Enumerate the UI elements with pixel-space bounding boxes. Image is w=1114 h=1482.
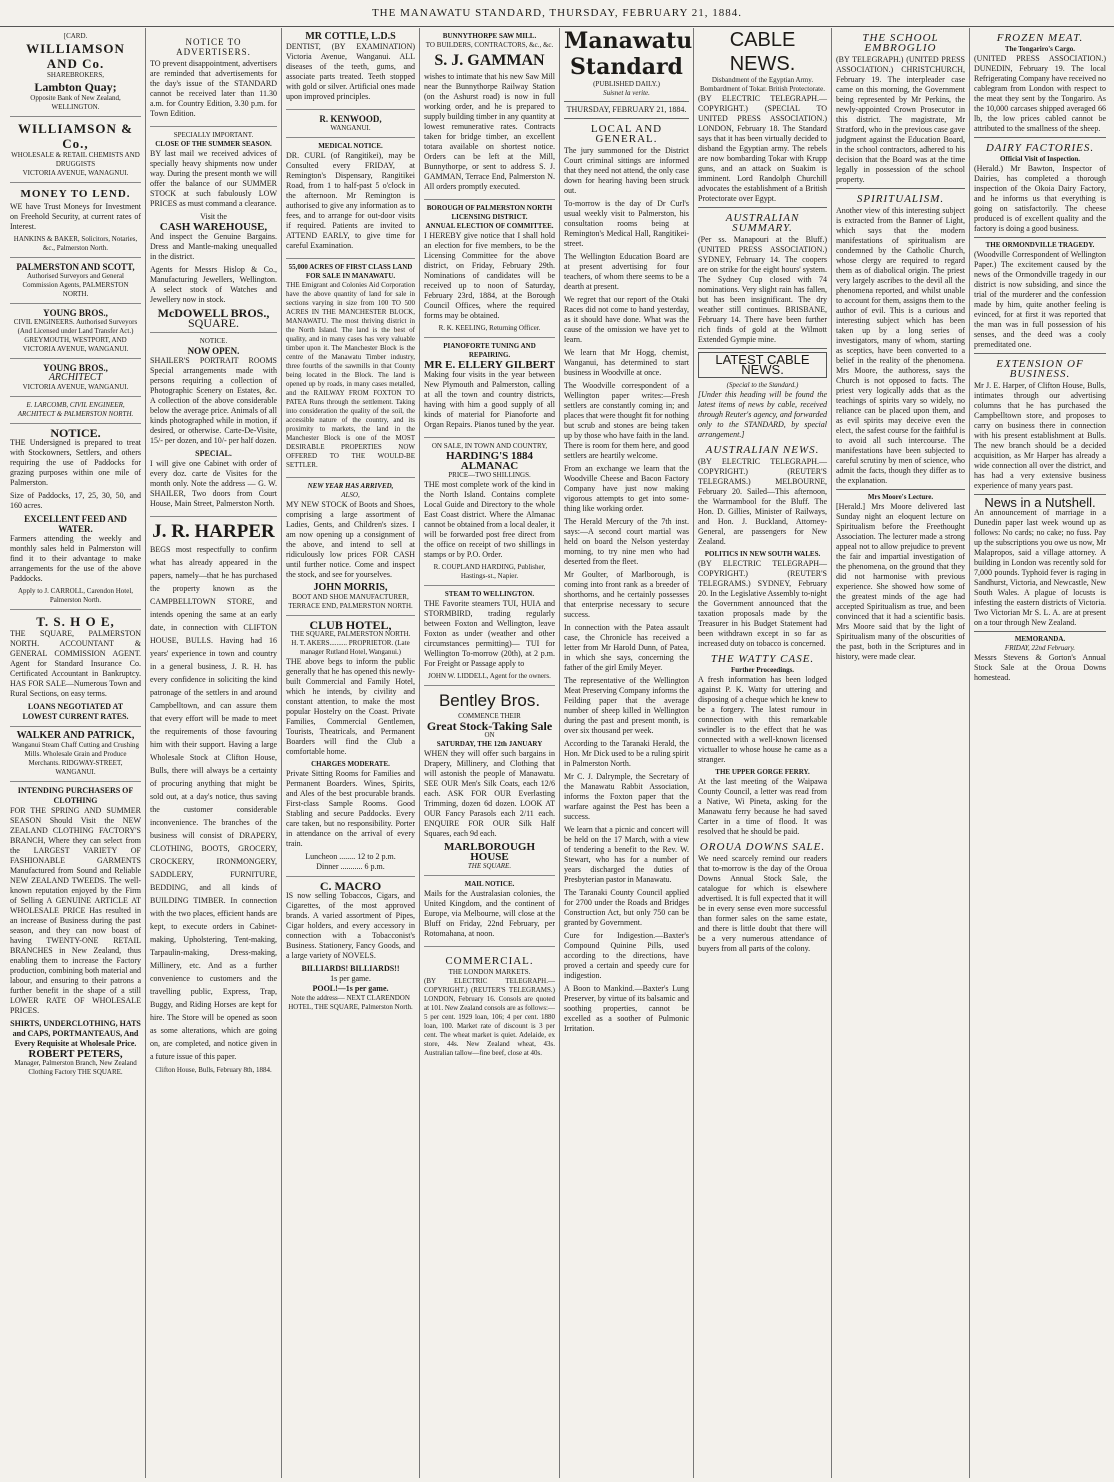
news-paragraph: Messrs Stevens & Gorton's Annual Stock Sale at the Oroua Downs homestead. xyxy=(974,653,1106,682)
ad-licensing-election xyxy=(424,200,555,338)
news-paragraph: (BY TELEGRAPH.) (UNITED PRESS ASSOCIATION.) CHRISTCHURCH, February 19. The interpleader case came on this morning, the Government being represented by Mr Perkins, the newly-appointed Crown Prosecutor in this district. The magistrate, Mr Stratford, who in the previous case gave judgment against the Education Board, in the school contractors, adhered to his decision that the Board was at the time legally in possession of the school property. xyxy=(836,55,965,184)
ad-body: Wanganui Steam Chaff Cutting and Crushing Mills. Wholesale Grain and Produce Merchants. RIDGWAY-STREET, WANGANUI. xyxy=(11,741,140,776)
ad-harding-almanac xyxy=(424,438,555,586)
news-paragraph: [Herald.] Mrs Moore delivered last Sunday night an eloquent lecture on Spiritualism before the Freethought Association. The lecturer made a strong appeal not to allow prejudice to prevent the fair and impartial investigation of the phenomena, on the ground that they did not harmonise with previous experience. She showed how some of the greatest minds of the age had accepted Spiritualism as true, and been convinced that it had a scientific basis. Mrs Moore said that by the light of Spiritualism many of the obscurities of the past, both in the Scriptures and in history, were made clear. xyxy=(836,502,965,661)
issue-date: THURSDAY, FEBRUARY 21, 1884. xyxy=(566,105,687,114)
ad-shirts: SHIRTS, UNDERCLOTHING, HATS and CAPS, PORTMANTEAUS, And Every Requisite at Wholesale Price. xyxy=(10,1019,141,1048)
ad-agents: Agents for Messrs Hislop & Co., Manufacturing Jewellers, Wellington. A select stock of Watches and Jewellery now in stock. xyxy=(150,265,277,304)
news-paragraph: We need scarcely remind our readers that to-morrow is the day of the Oroua Downs Annual Stock Sale, the catalogue for which is elsewhere advertised. It is full expected that it will be in every sense even more successful than former sales on the same estate, and there is little doubt that there will be a very numerous attendance of buyers from all parts of the colony. xyxy=(698,854,827,953)
ad-body: THE Favorite steamers TUI, HUIA and STORMBIRD, trading regularly between Foxton and Wellington, leave Foxton as under (weather and other circumstances permitting)— TUI for Wellington To-morrow (20th), at 2 p.m. For Freight or Passage apply to xyxy=(424,599,555,668)
ad-price: PRICE—TWO SHILLINGS. xyxy=(448,471,531,479)
ad-charges: CHARGES MODERATE. xyxy=(311,760,390,768)
news-paragraph: Cure for Indigestion.—Baxter's Compound Quinine Pills, used according to the directions, have proved a certain and speedy cure for indigestion. xyxy=(564,931,689,980)
ad-heading: ON SALE, IN TOWN AND COUNTRY, xyxy=(431,442,548,450)
ad-role: ARCHITECT xyxy=(48,372,103,383)
news-paragraph: An announcement of marriage in a Dunedin paper last week wound up as follows: No cards; no cake; no fuss. Pay up the subscriptions you owe us now, Mr Malapropos, said a village attorney. A building in London was recently sold for 7,000 pounds. Typhoid fever is raging in Sandhurst, Victoria, and Newcastle, New South Wales. A plague of locusts is infesting the eastern districts of Victoria. Two Victorian Mr S. L. A. are at present on a tour through New Zealand. xyxy=(974,508,1106,627)
news-paragraph: The Wellington Education Board are at present advertising for four teachers, of whom there seems to be a dearth at present. xyxy=(564,252,689,291)
latest-sub: (Special to the Standard.) xyxy=(726,381,799,389)
ad-address: VICTORIA AVENUE, WANAGNUI. xyxy=(22,169,129,177)
news-paragraph: (BY ELECTRIC TELEGRAPH—COPYRIGHT.) (REUTER'S TELEGRAMS.) SYDNEY, February 20. In the Legislative Assembly to-night the Government announced that the taxation proposals made by the Treasurer in his Budget Statement had been withdrawn except in so far as increased duty on tobacco is concerned. xyxy=(698,559,827,648)
news-paragraph: To-morrow is the day of Dr Curl's usual weekly visit to Palmerston, his consultation rooms being at Remington's Medical Hall, Rangitikei-street. xyxy=(564,199,689,248)
news-paragraph: Mr J. E. Harper, of Clifton House, Bulls, intimates through our advertising columns that he has purchased the Campbelltown store, and proposes to carry on business there in connection with his present establishment at Bulls. The new branch should be a decided acquisition, as Mr Harper has already a wide connection all over the district, and has had a very extensive business experience of many years past. xyxy=(974,381,1106,490)
column-6 xyxy=(694,28,832,1478)
ad-body: THE above begs to inform the public generally that he has opened this newly-built Commercial and Family Hotel, which he intends, by civility and constant attention, to make the most popular Hostelry on the Coast. Private Families, Commercial Gentlemen, Tourists, Theatricals, and Permanent Boarders will find the Club a comfortable home. xyxy=(286,657,415,756)
ad-body: E. LARCOMB, CIVIL ENGINEER, ARCHITECT & PALMERSTON NORTH. xyxy=(17,401,134,418)
column-4 xyxy=(420,28,560,1478)
ad-body: THE Undersigned is prepared to treat with Stockowners, Settlers, and others requiring the use of Paddocks for grazing purposes within one mile of Palmerston. xyxy=(10,438,141,487)
ad-macro-tobacco xyxy=(286,877,415,1016)
ad-body: Making four visits in the year between New Plymouth and Palmerston, calling at all the town and country districts, having with him a good supply of all kinds of material for Pianoforte and Organ Repairs. Pianos tuned by the year. xyxy=(424,370,555,429)
news-paragraph: From an exchange we learn that the Woodville Cheese and Bacon Factory Company have just now making vigorous attempts to get into some-thing like working order. xyxy=(564,464,689,513)
ad-body: FOR THE SPRING AND SUMMER SEASON Should Visit the NEW ZEALAND CLOTHING FACTORY'S BRANCH, Where they can select from the LARGEST VARIETY OF FASHIONABLE GARMENTS Manufactured from Sound and Reliable NEW ZEALAND TWEEDS. The well-known reputation enjoyed by the Firm of Selling A GENUINE ARTICLE AT WHOLESALE PRICE Has resulted in an increase of Business during the past season, and they can now boast of having TWENTY-ONE RETAIL BRANCHES in New Zealand, thus enabling them to increase the Factory production, combining both material and labour, and ensuring to their patrons a further benefit in the shape of a still LOWER RATE OF WHOLESALE PRICES. xyxy=(10,806,141,1015)
ad-name: S. J. GAMMAN xyxy=(434,52,545,69)
ad-heading: CLOSE OF THE SUMMER SEASON. xyxy=(155,140,272,148)
subheading-gorge: THE UPPER GORGE FERRY. xyxy=(715,768,810,776)
ad-body: DR. CURL (of Rangitikei), may be Consulted every FRIDAY, at Remington's Dispensary, Rangitikei Road, from 1 to half-past 5 o'clock in the afternoon. Mr Remington is authorised to give any information as to fees, and to arrange for out-door visits if required. Patients are invited to ATTEND EARLY, to give time for careful Examination. xyxy=(286,151,415,250)
ad-williamson-chemists xyxy=(10,117,141,183)
ad-special: SPECIALLY IMPORTANT. xyxy=(173,131,254,139)
ad-dinner: Dinner ........... 6 p.m. xyxy=(316,862,385,871)
watty-sub: Further Proceedings. xyxy=(730,666,795,674)
ad-mcdowell: McDOWELL BROS., xyxy=(157,306,270,320)
ad-body: WHEN they will offer such bargains in Drapery, Millinery, and Clothing that will astonish the people of Manawatu. SEE OUR Men's Silk Coats, each 12/6 each. ASK FOR OUR Everlasting Trimming, dozen 6d dozen. LOOK AT OUR Fancy Parasols each 2/11 each. ENQUIRE FOR OUR Silk Half Squares, each 9d each. xyxy=(424,749,555,838)
ad-signature: JOHN W. LIDDELL, Agent for the owners. xyxy=(428,672,551,680)
ad-heading: INTENDING PURCHASERS OF CLOTHING xyxy=(17,786,134,805)
ad-body: wishes to intimate that his new Saw Mill near the Bunnythorpe Railway Station (on the Ashurst road) is now in full working order, and he is prepared to supply building timber in any quantity at lowest remunerative rates. Contracts taken for bridge timber, an excellent totara available on shortest notice. Orders can be left at the Mill, Bunnythorpe, or sent to address S. J. GAMMAN, Terrace End, Palmerston N. All orders promptly executed. xyxy=(424,72,555,191)
ad-cash: CASH WAREHOUSE, xyxy=(159,221,268,233)
dairy-sub: Official Visit of Inspection. xyxy=(999,155,1081,163)
section-heading-frozen: FROZEN MEAT. xyxy=(996,32,1084,44)
section-heading-memoranda: MEMORANDA. xyxy=(1014,635,1066,643)
news-paragraph: We learn that Mr Hogg, chemist, Wanganui, has determined to start business in Woodville at once. xyxy=(564,348,689,377)
subheading-moore: Mrs Moore's Lecture. xyxy=(867,493,934,501)
ad-store: MARLBOROUGH HOUSE xyxy=(443,841,536,863)
news-paragraph: The Herald Mercury of the 7th inst. says:—A second court martial was held on board the Nelson yesterday morning, to try nine men who had deserted from the fleet. xyxy=(564,517,689,566)
ad-heading: NOTICE. xyxy=(50,426,101,440)
ad-heading: WILLIAMSON AND Co. xyxy=(26,41,125,71)
ad-signature: Clifton House, Bulls, February 8th, 1884. xyxy=(155,1066,272,1074)
ad-heading: BOROUGH OF PALMERSTON NORTH LICENSING DISTRICT. xyxy=(426,204,553,221)
section-heading-extension: EXTENSION OF BUSINESS. xyxy=(996,358,1084,380)
ad-billiards-price: 1s per game. xyxy=(330,974,371,983)
ad-billiards: BILLIARDS! BILLIARDS!! xyxy=(301,964,400,973)
ad-shailer-portrait xyxy=(150,333,277,517)
ad-body: THE Emigrant and Colonies Aid Corporation have the above quantity of land for sale in sections varying in size from 100 TO 500 ACRES IN THE MANCHESTER BLOCK, MANAWATU. The most thriving district in the North Island. The land is the best of quality, and in many cases has very valuable timber upon it. The Manchester Block is the centre of the Manawatu Timber industry, three fourths of the sawmills in that County being located in the Block. The land is opened up by roads, in many cases metalled, and the RAILWAY FROM FOXTON TO PATEA Runs through the settlement. Taking into consideration the quality of the soil, the accessible nature of the country, and its proximity to markets, the land in the Manchester Block is one of the MOST DESIRABLE PROPERTIES NOW OFFERED TO THE WOULD-BE SETTLER. xyxy=(286,281,415,469)
ad-store-address: THE SQUARE. xyxy=(467,862,512,870)
ad-body-2: I will give one Cabinet with order of every doz. carte de Visites for the month only. Note the address — G. W. SHAILER, Two doors from Court House, Main Street, Palmerston North. xyxy=(150,459,277,508)
section-body: (BY ELECTRIC TELEGRAPH.—COPYRIGHT.) (REUTER'S TELEGRAMS.) LONDON, February 16. Consols are quoted at 101. New Zealand consols are as follows:— 5 per cent. 1929 loan, 106; 4 per cent. 1880 loan, 100. Market rate of discount is 3 per cent. The wheat market is quiet. Adelaide, ex store, 44s. New Zealand wheat, 43s. Australian tallow—fine beef, close at 40s. xyxy=(424,977,555,1057)
ad-role: WHOLESALE & RETAIL CHEMISTS AND DRUGGISTS xyxy=(11,151,140,168)
ad-notice-advertisers xyxy=(150,28,277,127)
page-header: THE MANAWATU STANDARD, THURSDAY, FEBRUARY 21, 1884. xyxy=(0,0,1114,27)
ad-bunnythorpe-saw-mill xyxy=(424,28,555,200)
ad-body-2: Private Sitting Rooms for Families and Permanent Boarders. Wines, Spirits, and Ales of the best procurable brands. First-class Sample Rooms. Good Stabling and secure Paddocks. Every care taken, but no responsibility. Porter in attendance on the arrival of every train. xyxy=(286,769,415,848)
ad-walker-patrick xyxy=(10,727,141,782)
ad-signature: Apply to J. CARROLL, Carendon Hotel, Palmerston North. xyxy=(17,587,134,604)
ad-heading: R. KENWOOD, xyxy=(319,114,382,124)
ad-place: Lambton Quay; xyxy=(34,80,117,94)
ad-body: THE most complete work of the kind in the North Island. Contains complete Local Guide and Directory to the whole East Coast district. Where the Almanac cannot be obtained from a local dealer, it will be forwarded post free direct from the office on receipt of two shillings in stamps or by P.O. Order. xyxy=(424,480,555,559)
ad-young-bros-architect xyxy=(10,359,141,397)
ad-sub: THE SQUARE, PALMERSTON NORTH. xyxy=(290,630,411,638)
ad-clothing-factory xyxy=(10,782,141,1081)
ad-address: VICTORIA AVENUE, WANGANUI. xyxy=(22,383,129,391)
commercial-section xyxy=(424,947,555,1058)
section-heading-school: THE SCHOOL EMBROGLIO xyxy=(862,32,939,54)
ad-body: DENTIST, (BY EXAMINATION) Victoria Avenue, Wanganui. ALL diseases of the teeth, gums, and associate parts treated. Teeth stopped with gold or silver. Artificial ones made upon improved principles. xyxy=(286,42,415,101)
ad-commence: COMMENCE THEIR xyxy=(458,712,521,720)
masthead: Manawatu Standard xyxy=(564,28,693,80)
ad-young-bros-engineers xyxy=(10,304,141,359)
section-heading-local: LOCAL AND GENERAL. xyxy=(590,123,663,145)
section-subheading: THE LONDON MARKETS. xyxy=(448,968,531,976)
section-heading-dairy: DAIRY FACTORIES. xyxy=(985,142,1095,154)
ad-loans: LOANS NEGOTIATED AT LOWEST CURRENT RATES. xyxy=(22,702,129,721)
ad-john-morris xyxy=(286,478,415,616)
news-paragraph: Mr C. J. Dalrymple, the Secretary of the Manawatu Rabbit Association, informs the Foxton paper that the warfare against the Pest has been a success. xyxy=(564,772,689,821)
ad-subheading: EXCELLENT FEED AND WATER. xyxy=(24,514,127,534)
news-paragraph: (Woodville Correspondent of Wellington Paper.) The excitement caused by the news of the Ormondville tragedy in our district is now subsiding, and since the trial of the murderer and the confession made by him, quite another feeling is evinced, for at first it was reported that the man was in full possession of his senses, and the deed was a cooly premeditated one. xyxy=(974,250,1106,349)
news-paragraph: (UNITED PRESS ASSOCIATION.) DUNEDIN, February 19. The local Refrigerating Company have received no cablegram from London with respect to the meat they sent by the Tongariro. As the 10,000 carcases shipped averaged 66 lb, the low prices cabled cannot be attributed to the smallness of the sheep. xyxy=(974,54,1106,133)
news-paragraph: Mr Goulter, of Marlborough, is coming into front rank as a breeder of shorthorns, and he certainly possesses that enterprise necessary to secure success. xyxy=(564,570,689,619)
ad-on: ON xyxy=(484,731,495,739)
ad-now-open: NOW OPEN. xyxy=(187,346,240,356)
ad-kenwood xyxy=(286,110,415,138)
ad-piano-tuning xyxy=(424,338,555,438)
ad-palmerston-scott xyxy=(10,258,141,304)
ad-body: SHAILER'S PORTRAIT ROOMS Special arrangements made with persons requiring a collection of Photographic Scenery on Estates, &c. A collection of the above considerable below the average price. Animals of all kinds photographed while in motion, if desired, or otherwise. Carte-De-Visite, 15/- per dozen, and 10/- per half dozen. xyxy=(150,356,277,445)
ad-also: ALSO, xyxy=(341,491,360,499)
section-body: Mails for the Australasian colonies, the United Kingdom, and the continent of Europe, via Melbourne, will close at the Bluff on Friday, 22nd February, per Rotomahana, at noon. xyxy=(424,889,555,938)
ad-heading: YOUNG BROS., xyxy=(43,363,108,373)
ad-heading: NOTICE TO ADVERTISERS. xyxy=(176,37,251,57)
ad-heading: MR COTTLE, L.D.S xyxy=(305,31,396,42)
ad-cottle-dentist xyxy=(286,28,415,110)
ad-medical-notice xyxy=(286,138,415,259)
news-paragraph: The Woodville correspondent of a Wellington paper writes:—Fresh settlers are constantly coming in; and places that were thought fit for nothing but scrub and stones are being taken up by those who have faith in the land. There is room for them here, and good settlers are heartily welcome. xyxy=(564,381,689,460)
ad-paddocks: Size of Paddocks, 17, 25, 30, 50, and 160 acres. xyxy=(10,491,141,510)
news-paragraph: (Herald.) Mr Bawton, Inspector of Dairies, has completed a thorough inspection of the Okoia Dairy Factory, and he informs us that everything is going on satisfactorily. The cheese produced is of excellent quality and the factory is doing a good business. xyxy=(974,164,1106,233)
ad-money-to-lend xyxy=(10,183,141,258)
mail-notice xyxy=(424,876,555,947)
ad-t-s-hoe xyxy=(10,610,141,727)
card-tag: [CARD. xyxy=(63,32,88,40)
column-7 xyxy=(832,28,970,1478)
ad-luncheon: Luncheon ........ 12 to 2 p.m. xyxy=(305,852,396,861)
section-heading-ormondville: THE ORMONDVILLE TRAGEDY. xyxy=(985,241,1095,249)
memo-date: FRIDAY, 22nd February. xyxy=(1004,644,1076,652)
ad-notice: NOTICE. xyxy=(199,337,228,345)
news-paragraph: The Taranaki County Council applied for 2700 under the Roads and Bridges Construction Act, but only 750 can be granted by Government. xyxy=(564,888,689,927)
ad-carroll-paddocks xyxy=(10,424,141,610)
column-8 xyxy=(970,28,1110,1478)
ad-body: CIVIL ENGINEERS. Authorised Surveyors (And Licensed under Land Transfer Act.) GREYMOUTH, WESTPORT, AND VICTORIA AVENUE, WANGANUI. xyxy=(13,318,138,353)
ad-body: TO prevent disappointment, advertisers are reminded that advertisements for the day's issue of the STANDARD cannot be received later than 11.30 a.m. for Country Edition, 3.30 p.m. for Town Edition. xyxy=(150,59,277,118)
ad-square: SQUARE. xyxy=(187,316,239,330)
ad-heading: WALKER AND PATRICK, xyxy=(16,730,135,741)
ad-manchester-block xyxy=(286,259,415,478)
ad-body: Authorised Surveyors and General Commission Agents, PALMERSTON NORTH. xyxy=(22,272,129,298)
ad-address: Opposite Bank of New Zealand, WELLINGTON. xyxy=(30,94,121,111)
ad-proprietor: H. T. AKERS.......... PROPRIETOR. (Late manager Rutland Hotel, Wanganui.) xyxy=(291,639,410,656)
masthead-motto: Suisnet la verite. xyxy=(603,89,650,97)
section-heading: MAIL NOTICE. xyxy=(464,880,515,888)
frozen-sub: The Tongariro's Cargo. xyxy=(1004,45,1076,53)
ad-heading: C. MACRO xyxy=(319,879,382,893)
ad-heading: T. S. H O E, xyxy=(36,614,115,629)
news-paragraph: According to the Taranaki Herald, the Hon. Mr Dick used to be a ruling spirit in Palmerston North. xyxy=(564,739,689,768)
column-3 xyxy=(282,28,420,1478)
ad-pool: POOL!—1s per game. xyxy=(312,984,389,993)
news-paragraph: A Boon to Mankind.—Baxter's Lung Preserver, by virtue of its balsamic and soothing properties, cannot be excelled as a soother of Pulmonic Irritation. xyxy=(564,984,689,1033)
ad-date: SATURDAY, THE 12th JANUARY xyxy=(436,740,543,748)
ad-heading: J. R. HARPER xyxy=(152,521,275,542)
ad-body: THE SQUARE, PALMERSTON NORTH. ACCOUNTANT & GENERAL COMMISSION AGENT. Agent for Standard Insurance Co. Certificated Accountant in Bankruptcy. HAS FOR SALE—Numerous Town and Rural Sections, on easy terms. xyxy=(10,629,141,698)
section-heading-latest: LATEST CABLE NEWS. xyxy=(698,352,827,378)
ad-body-2: Farmers attending the weekly and monthly sales held in Palmerston will find it to their advantage to make arrangements for the use of the above Paddocks. xyxy=(10,534,141,583)
ad-manager-role: Manager, Palmerston Branch, New Zealand Clothing Factory THE SQUARE. xyxy=(14,1059,137,1076)
column-1 xyxy=(6,28,146,1478)
ad-body: MY NEW STOCK of Boots and Shoes, comprising a large assortment of Ladies, Gents, and Children's sizes. I am now opening up a consignment of the above, and intend to sell at ridiculously low prices FOR CASH until further notice. Come and inspect the stock, and see for yourselves. xyxy=(286,500,415,579)
ad-heading: BUNNYTHORPE SAW MILL. xyxy=(442,32,537,40)
ad-address: Note the address— NEXT CLARENDON HOTEL, THE SQUARE, Palmerston North. xyxy=(288,994,413,1011)
ad-heading: YOUNG BROS., xyxy=(43,308,108,318)
ad-bentley-bros xyxy=(424,686,555,876)
news-paragraph: In connection with the Patea assault case, the Chronicle has received a letter from Mr Harold Dunn, of Patea, in which she says, concerning the father of the girl Emily Meyer. xyxy=(564,623,689,672)
ad-larcomb xyxy=(10,397,141,424)
ad-signature: HANKINS & BAKER, Solicitors, Notaries, &c., Palmerston North. xyxy=(13,235,138,252)
section-heading-oroua: OROUA DOWNS SALE. xyxy=(699,841,826,853)
section-heading-spiritualism: SPIRITUALISM. xyxy=(856,193,945,205)
ad-heading: 55,000 ACRES OF FIRST CLASS LAND FOR SALE IN MANAWATU. xyxy=(288,263,413,280)
ad-address: BOOT AND SHOE MANUFACTURER, TERRACE END, PALMERSTON NORTH. xyxy=(288,593,413,610)
news-paragraph: We regret that our report of the Otaki Races did not come to hand yesterday, as it should have done. What was the cause of the omission we have yet to learn. xyxy=(564,295,689,344)
ad-body: I HEREBY give notice that I shall hold an election for five members, to be the Licensing Committee for the above district, on Friday, February 29th. Nominations of candidates will be received up to noon of Saturday, February 23rd, 1884, at the Borough Council Offices, where the required forms may be obtained. xyxy=(424,231,555,320)
ad-steam-wellington xyxy=(424,586,555,686)
ad-williamson-sharebrokers xyxy=(10,28,141,117)
ad-name: MR E. ELLERY GILBERT xyxy=(424,359,555,371)
section-heading-watty: THE WATTY CASE. xyxy=(710,653,815,665)
ad-name: JOHN MORRIS, xyxy=(313,582,388,593)
ad-cash-warehouse xyxy=(150,127,277,333)
ad-signature: R. COUPLAND HARDING, Publisher, Hastings-st., Napier. xyxy=(433,563,546,580)
news-paragraph: Another view of this interesting subject is extracted from the Banner of Light, which says that the modern manifestations of spiritualism are condemned by the Catholic Church, whose clergy are required to regard them as of diabolical origin. The priest very largely ascribes to the devil all the phenomena reported, and whilst unable to account for them, assigns them to the author of evil. This is a curious and interesting subject which has been taken up by a long series of investigators, many of whom, starting as sceptics, have been converted to a belief in the reality of the phenomena. Mrs Moore, the authoress, says the Church is not opposed to facts. The priest very logically adds that as the teachings of spirits vary so widely, no reliance can be placed upon them, and as evil spirits may deceive even the elect, the safest course for the faithful is to avoid all such intercourse. The manifestations have been subjected to careful scrutiny by men of science, who admit the facts, though they differ as to the explanation. xyxy=(836,206,965,485)
columns xyxy=(6,28,1110,1478)
ad-stocktaking: Great Stock-Taking Sale xyxy=(426,719,553,733)
ad-place: WANGANUI. xyxy=(330,124,371,132)
ad-heading: WILLIAMSON & Co., xyxy=(18,121,133,151)
ad-heading: PALMERSTON AND SCOTT, xyxy=(16,262,135,272)
ad-visit: Visit the xyxy=(200,212,227,221)
news-paragraph: (BY ELECTRIC TELEGRAPH.—COPYRIGHT.) (REUTER'S TELEGRAMS.) MELBOURNE, February 20. Sailed—This afternoon, the Warrnambool for the Bluff. The Hon. D. Gillies, Minister of Railways, and Hon. J. Buckland, Attorney-General, are passengers for New Zealand. xyxy=(698,457,827,546)
news-paragraph: (BY ELECTRIC TELEGRAPH.—COPYRIGHT.) (SPECIAL TO UNITED PRESS ASSOCIATION.) LONDON, February 18. The Standard says that it has been virtually decided to disband the Egyptian army. The rebels are now bombarding Tokar with Krupp guns, and an attack on Suakim is imminent. Lord Randolph Churchill advocates the establishment of a British Protectorate over Egypt. xyxy=(698,94,827,203)
ad-sub: ANNUAL ELECTION OF COMMITTEE. xyxy=(425,222,554,230)
latest-note: [Under this heading will be found the latest items of news by cable, received through Reuter's agency, and forwarded only to the STANDARD, by special arrangement.] xyxy=(698,390,827,439)
ad-role: SHAREBROKERS, xyxy=(47,71,104,79)
ad-heading: MEDICAL NOTICE. xyxy=(318,142,383,150)
news-paragraph: The representative of the Wellington Meat Preserving Company informs the Feilding paper that the average number of sheep killed in Wellington during the past and present month, is over six thousand per week. xyxy=(564,676,689,735)
ad-title: HARDING'S 1884 ALMANAC xyxy=(445,450,534,472)
subheading-nsw: POLITICS IN NEW SOUTH WALES. xyxy=(704,550,821,558)
ad-sub: TO BUILDERS, CONTRACTORS, &c., &c. xyxy=(425,41,554,49)
ad-body: WE have Trust Moneys for Investment on Freehold Security, at current rates of Interest. xyxy=(10,202,141,231)
ad-harper xyxy=(150,517,277,1079)
section-heading-aus-news: AUSTRALIAN NEWS. xyxy=(705,444,820,456)
ad-heading: STEAM TO WELLINGTON. xyxy=(444,590,535,598)
cable-subheads: Disbandment of the Egyptian Army. Bombardment of Tokar. British Protectorate. xyxy=(700,76,825,93)
section-heading-nutshell: News in a Nutshell. xyxy=(984,495,1096,510)
ad-heading: MONEY TO LEND. xyxy=(20,188,131,200)
news-paragraph: (Per ss. Manapouri at the Bluff.) (UNITED PRESS ASSOCIATION.) SYDNEY, February 14. The coopers are on strike for the eight hours' system. The Sydney Cup closed with 74 nominations. Very slight rain has fallen, but has been insignificant. The dry weather still continues. BRISBANE, February 14. There have been further rich finds of gold at the Wilmott Extended Gympie mine. xyxy=(698,235,827,344)
news-paragraph: A fresh information has been lodged against P. K. Watty for uttering and disposing of a cheque which he knew to be a forgery. The latest rumour in connection with this remarkable swindler is to the effect that he was connected with a well-known licensed victualler to whose house he came as a stranger. xyxy=(698,675,827,764)
ad-club-hotel xyxy=(286,616,415,877)
ad-body: IS now selling Tobaccos, Cigars, and Cigarettes, of the most approved brands. A varied assortment of Pipes, Cigar holders, and every accessory in connection with a Tobacconist's Business. Stationery, Fancy Goods, and a large variety of NOVELS. xyxy=(286,891,415,960)
ad-signature: R. K. KEELING, Returning Officer. xyxy=(438,324,541,332)
section-heading: COMMERCIAL. xyxy=(445,955,534,967)
news-paragraph: At the last meeting of the Waipawa County Council, a letter was read from a Native, Wi Pineta, asking for the Manawatu ferry because he had saved Carter in a time of flood. It was resolved that he should be paid. xyxy=(698,777,827,836)
news-paragraph: The jury summoned for the District Court criminal sittings are informed that they need not attend, the only case down for hearing having been struck out. xyxy=(564,146,689,195)
column-2 xyxy=(146,28,282,1478)
news-paragraph: We learn that a picnic and concert will be held on the 17 March, with a view of tendering a benefit to the Rev. W. Stewart, who has for a number of years discharged the duties of Presbyterian pastor in Manawatu. xyxy=(564,825,689,884)
masthead-daily: (PUBLISHED DAILY.) xyxy=(593,80,660,88)
ad-bargains: And inspect the Genuine Bargains. Dress and Mantle-making unequalled in the district. xyxy=(150,232,277,261)
ad-heading: NEW YEAR HAS ARRIVED, xyxy=(307,482,394,490)
ad-special-2: SPECIAL. xyxy=(195,449,232,458)
ad-body: BEGS most respectfully to confirm what has already appeared in the papers, namely—that he has purchased the property known as the CAMPBELLTOWN STORE, and intends opening the same at an early date, in connection with CLIFTON HOUSE, BULLS. Having had 16 years' experience in town and country in a general business, J. R. H. has every confidence in soliciting the kind patronage of the settlers in and around Campbelltown, and can assure them that every effort will be made to meet the requirements of those favouring him with their support. Having a large Wholesale Stock at Clifton House, Bulls, there will always be a certainty of procuring anything that might be sold out, at a day's notice, thus saving the customer considerable inconvenience. The branches of the business will consist of DRAPERY, CLOTHING, BOOTS, GROCERY, CROCKERY, IRONMONGERY, SADDLERY, FURNITURE, BEDDING, and all kinds of BUILDING TIMBER. In connection with the two places, efficient hands are kept, to execute orders in Cabinet-making, Upholstering, Tent-making, Tarpaulin-making, Dress-making, Millinery, etc. And as a further convenience to customers and the travelling public, Express, Trap, Buggy, and Riding Horses are kept for hire. The Store will be opened as soon as some alterations, which are going on, are completed, and notice given in a future issue of this paper. xyxy=(150,545,277,1061)
ad-manager: ROBERT PETERS, xyxy=(28,1048,123,1060)
ad-body: BY last mail we received advices of specially heavy shipments now under way. During the present month we will offer the balance of our SUMMER STOCK at such fabulously LOW PRICES as must command a clearance. xyxy=(150,149,277,208)
section-heading-aus-summary: AUSTRALIAN SUMMARY. xyxy=(725,212,800,234)
ad-heading: CLUB HOTEL, xyxy=(309,618,392,632)
ad-heading: Bentley Bros. xyxy=(438,691,541,710)
ad-heading: PIANOFORTE TUNING AND REPAIRING. xyxy=(443,342,536,359)
section-heading-cable: CABLE NEWS. xyxy=(729,29,796,75)
column-5 xyxy=(560,28,694,1478)
